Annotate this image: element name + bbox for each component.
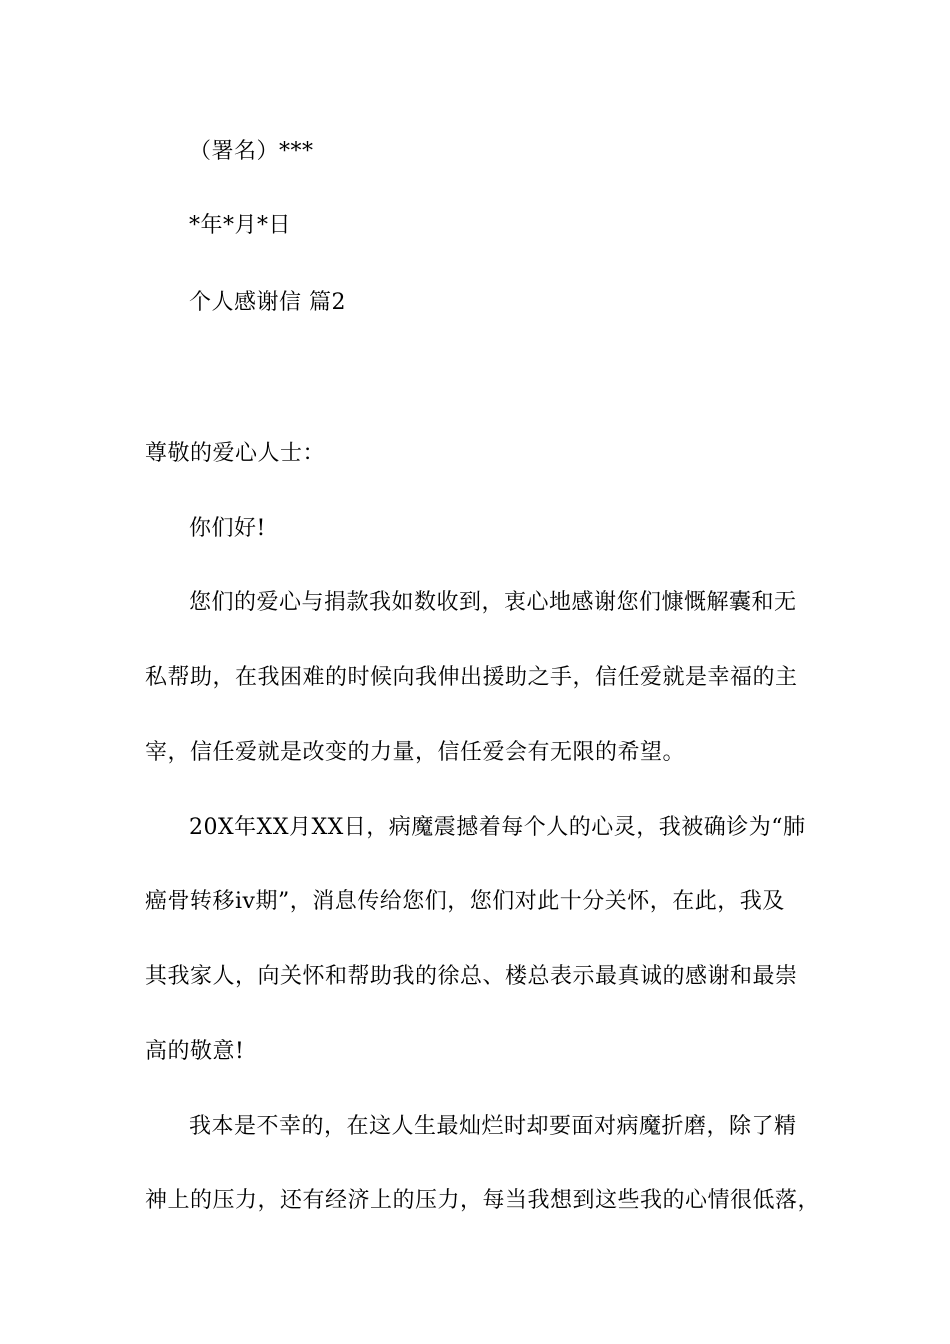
paragraph-3-line-1: 我本是不幸的，在这人生最灿烂时却要面对病魔折磨，除了精 <box>189 1114 797 1139</box>
salutation: 尊敬的爱心人士： <box>145 441 326 466</box>
paragraph-2-line-2: 癌骨转移iv期”，消息传给您们，您们对此十分关怀，在此，我及 <box>145 889 785 914</box>
paragraph-1-line-2: 私帮助，在我困难的时候向我伸出援助之手，信任爱就是幸福的主 <box>145 665 798 690</box>
paragraph-2-line-4: 高的敬意! <box>145 1039 245 1064</box>
section-title: 个人感谢信 篇2 <box>189 290 346 315</box>
paragraph-1-line-1: 您们的爱心与捐款我如数收到，衷心地感谢您们慷慨解囊和无 <box>189 590 797 615</box>
paragraph-3-line-2: 神上的压力，还有经济上的压力，每当我想到这些我的心情很低落， <box>145 1188 821 1213</box>
paragraph-1-line-3: 宰，信任爱就是改变的力量，信任爱会有无限的希望。 <box>145 740 686 765</box>
paragraph-2-line-1: 20X年XX月XX日，病魔震撼着每个人的心灵，我被确诊为“肺 <box>189 815 806 840</box>
paragraph-2-line-3: 其我家人，向关怀和帮助我的徐总、楼总表示最真诚的感谢和最崇 <box>145 964 798 989</box>
date-line: *年*月*日 <box>189 213 292 238</box>
greeting: 你们好! <box>189 516 266 541</box>
signature-line: （署名）*** <box>189 139 314 164</box>
